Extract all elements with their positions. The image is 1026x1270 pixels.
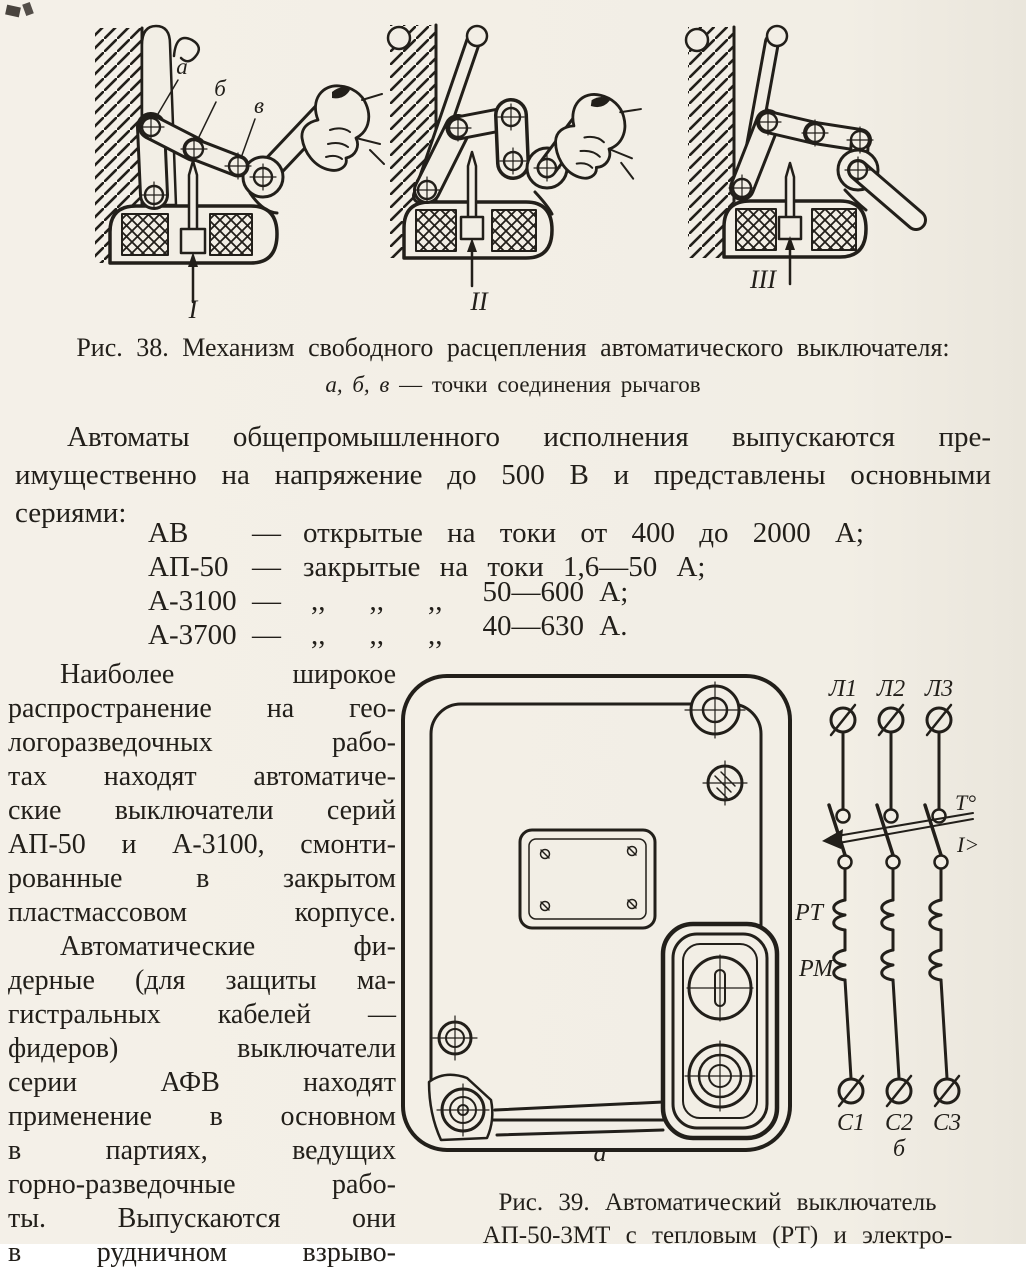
text-line: фидеров) выключатели <box>8 1033 396 1064</box>
ditto-mark: ,, <box>369 585 384 617</box>
intro-line3: сериями: <box>15 497 127 529</box>
fig39-breaker-case <box>403 676 790 1167</box>
series-desc: закрытые на токи 1,6—50 А; <box>303 551 706 583</box>
text-line: в рудничном взрыво- <box>8 1237 396 1268</box>
intro-line1: Автоматы общепромышленного исполнения выпускаются пре- <box>67 421 991 453</box>
terminal-label-L3: Л3 <box>924 676 954 702</box>
series-list <box>148 516 1014 652</box>
point-label-v: в <box>254 93 264 118</box>
terminal-label-C2: С2 <box>884 1110 914 1136</box>
text-line: применение в основном <box>8 1101 396 1132</box>
ditto-mark: ,, <box>428 585 443 617</box>
text-line: горно-разведочные рабо- <box>8 1169 396 1200</box>
text-line: рованные в закрытом <box>8 863 396 894</box>
text-line: тах находят автоматиче- <box>8 761 396 792</box>
series-name: АП-50 <box>148 551 229 583</box>
fig38-panel-1 <box>95 26 384 324</box>
figure38-caption-points: а, б, в <box>325 372 390 397</box>
series-dash: — <box>252 551 281 583</box>
left-text-column <box>8 658 396 1270</box>
temp-release-label: Т° <box>955 790 977 815</box>
terminal-label-C3: С3 <box>932 1110 962 1136</box>
fig39-label-b: б <box>892 1136 906 1162</box>
point-label-b: б <box>214 76 226 101</box>
figure38-caption <box>20 329 1006 403</box>
series-dash: — <box>252 585 281 617</box>
ditto-mark: ,, <box>428 619 443 651</box>
text-line: логоразведочных рабо- <box>8 727 396 758</box>
text-line: в партиях, ведущих <box>8 1135 396 1166</box>
series-dash: — <box>252 517 281 549</box>
switch-contacts <box>829 805 948 869</box>
text-line: ские выключатели серий <box>8 795 396 826</box>
text-line: пластмассовом корпусе. <box>8 897 396 928</box>
series-row <box>148 516 1014 550</box>
panel-label-3: III <box>750 265 776 294</box>
figure38-caption-line1: Рис. 38. Механизм свободного расцепления автоматического выключателя: <box>76 333 950 362</box>
figure38-mechanism-drawing <box>0 0 1026 330</box>
text-line: гистральных кабелей — <box>8 999 396 1030</box>
terminal-label-L1: Л1 <box>828 676 858 702</box>
text-line: ты. Выпускаются они <box>8 1203 396 1234</box>
figure38-caption-rest: — точки соединения рычагов <box>399 372 701 397</box>
intro-line2: имущественно на напряжение до 500 В и представлены основными <box>15 459 991 491</box>
text-line: Автоматические фи- <box>60 931 396 962</box>
ditto-mark: ,, <box>311 585 326 617</box>
thermal-release-label: РТ <box>795 900 824 926</box>
magnetic-elements <box>834 950 947 1078</box>
ditto-mark: ,, <box>311 619 326 651</box>
panel-label-1: I <box>188 295 198 324</box>
terminal-label-L2: Л2 <box>876 676 906 702</box>
series-dash: — <box>252 619 281 651</box>
series-range: 50—600 А; <box>482 576 629 608</box>
figure39-caption-line1: Рис. 39. Автоматический выключатель <box>498 1189 937 1216</box>
figure39-breaker-drawing <box>395 658 1026 1166</box>
fig38-panel-2 <box>388 25 644 316</box>
series-row <box>148 610 1014 652</box>
fig39-label-a: а <box>593 1138 607 1167</box>
intro-paragraph <box>15 418 991 532</box>
overcurrent-label: I> <box>957 832 980 857</box>
text-line: Наиболее широкое <box>60 659 396 690</box>
fig39-schematic <box>794 676 979 1162</box>
fig38-panel-3 <box>686 26 916 294</box>
pole-lines <box>843 733 939 808</box>
text-line: АП-50 и А-3100, смонти- <box>8 829 396 860</box>
series-name: А-3700 <box>148 619 237 651</box>
pole-lines-mid <box>845 869 941 900</box>
thermal-elements <box>834 900 941 950</box>
figure38-caption-line2 <box>20 366 1006 403</box>
magnetic-release-label: РМ <box>799 956 834 982</box>
text-line: серии АФВ находят <box>8 1067 396 1098</box>
figure39-caption-line2: АП-50-3МТ с тепловым (РТ) и электро- <box>482 1222 953 1249</box>
ditto-mark: ,, <box>369 619 384 651</box>
panel-label-2: II <box>470 287 488 316</box>
text-line: распространение на гео- <box>8 693 396 724</box>
series-name: АВ <box>148 517 189 549</box>
series-range: 40—630 А. <box>482 610 628 642</box>
figure39-caption <box>430 1186 1005 1252</box>
terminal-label-C1: С1 <box>836 1110 866 1136</box>
text-line: дерные (для защиты ма- <box>8 965 396 996</box>
series-desc: открытые на токи от 400 до 2000 А; <box>303 517 864 549</box>
point-label-a: а <box>176 54 188 79</box>
series-name: А-3100 <box>148 585 237 617</box>
